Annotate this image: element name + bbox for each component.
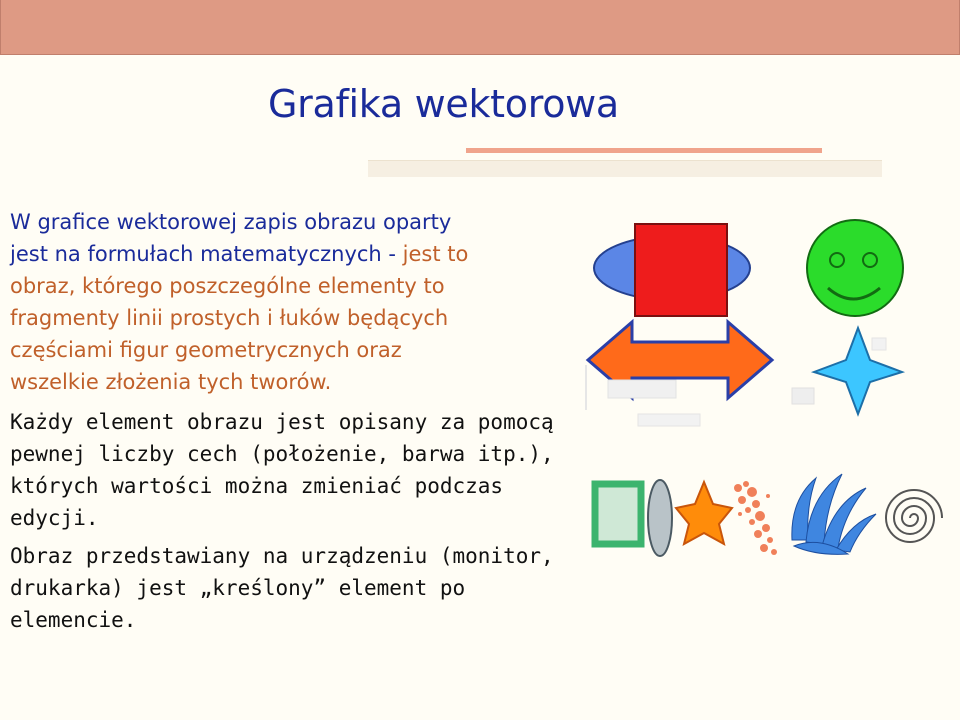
squiggle-brush-shape (734, 481, 777, 555)
text-line: Każdy element obrazu jest opisany za pomocą (10, 410, 554, 434)
paragraph-element-description (10, 406, 600, 534)
paragraph-rendering (10, 540, 600, 636)
top-bar (0, 0, 960, 55)
text-line: pewnej liczby cech (położenie, barwa itp.), (10, 442, 554, 466)
text-line: edycji. (10, 506, 99, 530)
text-line-part: jest na formułach matematycznych - (10, 242, 403, 266)
vector-shapes-illustration (580, 210, 955, 570)
four-point-star-shape (814, 328, 902, 414)
red-square-shape (635, 224, 727, 316)
smiley-face-icon (807, 220, 903, 316)
text-line: W grafice wektorowej zapis obrazu oparty (10, 210, 452, 234)
text-line: obraz, którego poszczególne elementy to (10, 274, 445, 298)
text-line: Obraz przedstawiany na urządzeniu (monitor, (10, 544, 554, 568)
text-line: drukarka) jest „kreślony” element po (10, 576, 466, 600)
text-line: częściami figur geometrycznych oraz (10, 338, 402, 362)
slide-title: Grafika wektorowa (268, 82, 619, 126)
title-accent-band (368, 160, 882, 177)
paragraph-definition (10, 206, 600, 398)
text-line: elemencie. (10, 608, 137, 632)
green-frame-shape (595, 484, 641, 544)
blue-splash-shape (792, 474, 876, 554)
text-line: których wartości można zmieniać podczas (10, 474, 504, 498)
text-line: fragmenty linii prostych i łuków będących (10, 306, 449, 330)
grey-ellipse-shape (648, 480, 672, 556)
text-line-part: jest to (402, 242, 469, 266)
orange-star-shape (676, 482, 732, 544)
text-line: wszelkie złożenia tych tworów. (10, 370, 332, 394)
title-accent-line (466, 148, 822, 153)
spiral-shape (886, 490, 942, 542)
